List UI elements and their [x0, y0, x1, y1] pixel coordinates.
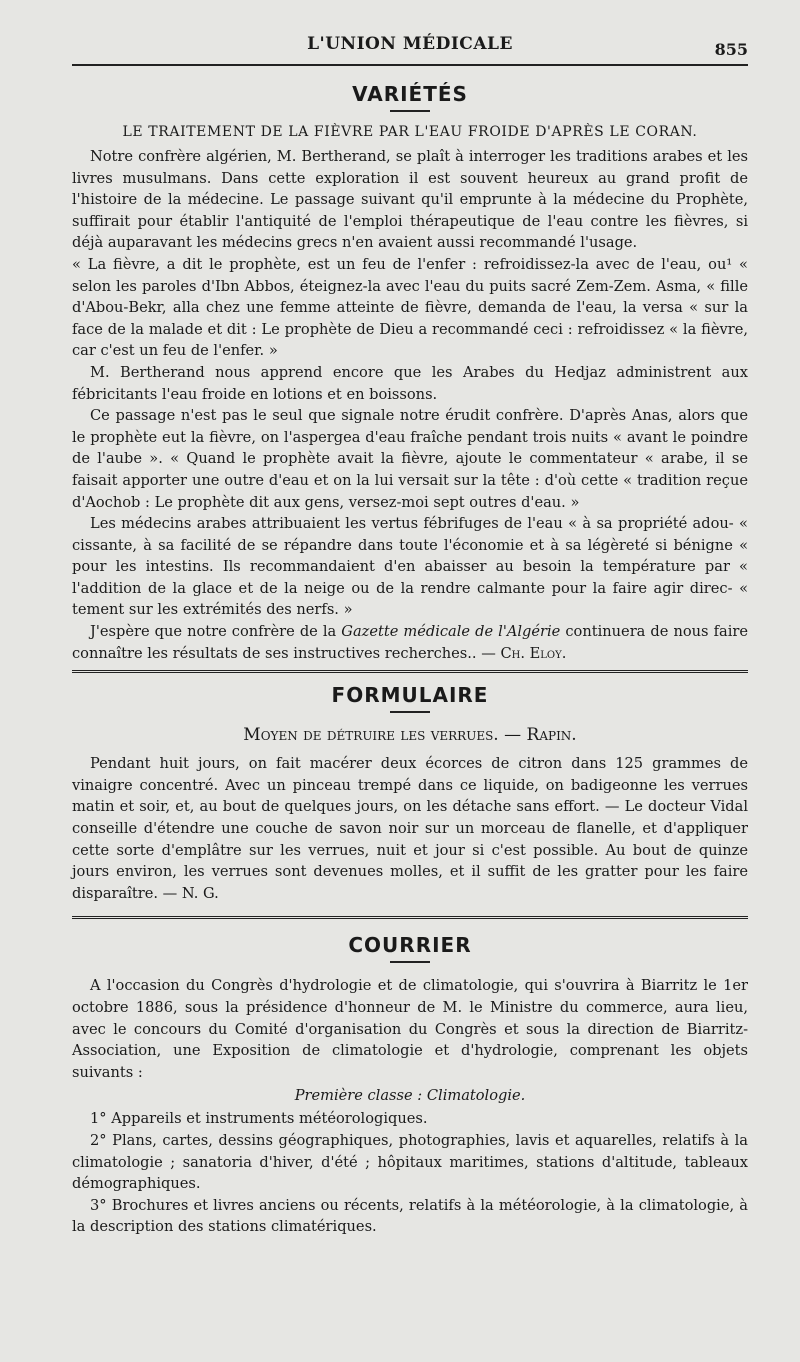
paragraph: Les médecins arabes attribuaient les vertus fébrifuges de l'eau « à sa propriété adou- « cissante, à sa facilité de se répandre dans toute l'économie et à sa légèreté si bénigne « pour les intestins. Ils recommandaient d'en abaisser au besoin la température par « l'addition de la glace et de la neige ou de la rendre calmante pour la faire agir direc- « tement sur les extrémités des nerfs. » [72, 515, 748, 619]
author-signature: Ch. Eloy. [500, 644, 567, 662]
section-courrier [72, 933, 748, 1238]
journal-citation: Gazette médicale de l'Algérie [341, 623, 561, 641]
running-head [72, 30, 748, 60]
closing-text: J'espère que notre confrère de la [90, 623, 342, 641]
heading-dash [390, 711, 430, 713]
heading-dash [390, 110, 430, 112]
section-formulaire [72, 683, 748, 904]
quote-paragraph: « La fièvre, a dit le prophète, est un feu de l'enfer : refroidissez-la avec de l'eau, ou¹ « selon les paroles d'Ibn Abbos, éteignez-la avec l'eau du puits sacré Zem-Zem. Asma, « fille d'Abou-Bekr, alla chez une femme atteinte de fièvre, demanda de l'eau, la versa « sur la face de la malade et dit : Le prophète de Dieu a recommandé ceci : refroidissez « la fièvre, car c'est un feu de l'enfer. » [72, 255, 748, 360]
paragraph: Ce passage n'est pas le seul que signale notre érudit confrère. D'après Anas, alors que le prophète eut la fièvre, on l'aspergea d'eau fraîche pendant trois nuits « avant le poindre de l'aube ». « Quand le prophète avait la fièvre, ajoute le commentateur « arabe, il se faisait apporter une outre d'eau et on la lui versait sur la tête : d'où cette « tradition reçue d'Aochob : Le prophète dit aux gens, versez-moi sept outres d'eau. » [72, 407, 748, 511]
section-heading-varietes: VARIÉTÉS [352, 82, 468, 106]
header-rule [72, 64, 748, 66]
paragraph: M. Bertherand nous apprend encore que les Arabes du Hedjaz administrent aux fébricitants l'eau froide en lotions et en boissons. [72, 363, 748, 403]
paragraph: Notre confrère algérien, M. Bertherand, se plaît à interroger les traditions arabes et les livres musulmans. Dans cette exploration il est souvent heureux au grand profit de l'histoire de la médecine. Le passage suivant qu'il emprunte à la médecine du Prophète, suffirait pour établir l'antiquité de l'emploi thérapeutique de l'eau contre les fièvres, si déjà auparavant les médecins grecs n'en avaient aussi recommandé l'usage. [72, 148, 748, 252]
paragraph: Pendant huit jours, on fait macérer deux écorces de citron dans 125 grammes de vinaigre concentré. Avec un pinceau trempé dans ce liquide, on badigeonne les verrues matin et soir, et, au bout de quelques jours, on les détache sans effort. — Le docteur Vidal conseille d'étendre une couche de savon noir sur un morceau de flanelle, et d'appliquer cette sorte d'emplâtre sur les verrues, nuit et jour si c'est possible. Au bout de quinze jours environ, les verrues sont devenues molles, et il suffit de les gratter pour les faire disparaître. — N. G. [72, 755, 748, 902]
class-heading: Première classe : Climatologie. [294, 1087, 526, 1105]
section-divider [72, 916, 748, 919]
recipe-title: Moyen de détruire les verrues. — Rapin. [243, 725, 577, 746]
section-varietes [72, 82, 748, 664]
list-item: 1° Appareils et instruments météorologiques. [90, 1110, 428, 1128]
closing-paragraph [72, 621, 748, 664]
section-divider [72, 670, 748, 673]
section-heading-formulaire: FORMULAIRE [331, 683, 489, 708]
section-heading-courrier: COURRIER [348, 933, 472, 958]
heading-dash [390, 961, 430, 963]
journal-title: L'UNION MÉDICALE [307, 34, 513, 54]
page-number: 855 [714, 40, 748, 59]
closing-text: continuera de nous faire connaître les résultats de ses instructives recherches.. — [72, 623, 748, 662]
list-item: 3° Brochures et livres anciens ou récents, relatifs à la météorologie, à la climatologie, à la description des stations climatériques. [72, 1196, 748, 1236]
paragraph: A l'occasion du Congrès d'hydrologie et de climatologie, qui s'ouvrira à Biarritz le 1er octobre 1886, sous la présidence d'honneur de M. le Ministre du commerce, aura lieu, avec le concours du Comité d'organisation du Congrès et sous la direction de Biarritz-Association, une Exposition de climatologie et d'hydrologie, comprenant les objets suivants : [72, 977, 748, 1081]
article-title: LE TRAITEMENT DE LA FIÈVRE PAR L'EAU FROIDE D'APRÈS LE CORAN. [122, 124, 698, 140]
list-item: 2° Plans, cartes, dessins géographiques, photographies, lavis et aquarelles, relatifs à la climatologie ; sanatoria d'hiver, d'été ; hôpitaux maritimes, stations d'altitude, tableaux démographiques. [72, 1131, 748, 1193]
